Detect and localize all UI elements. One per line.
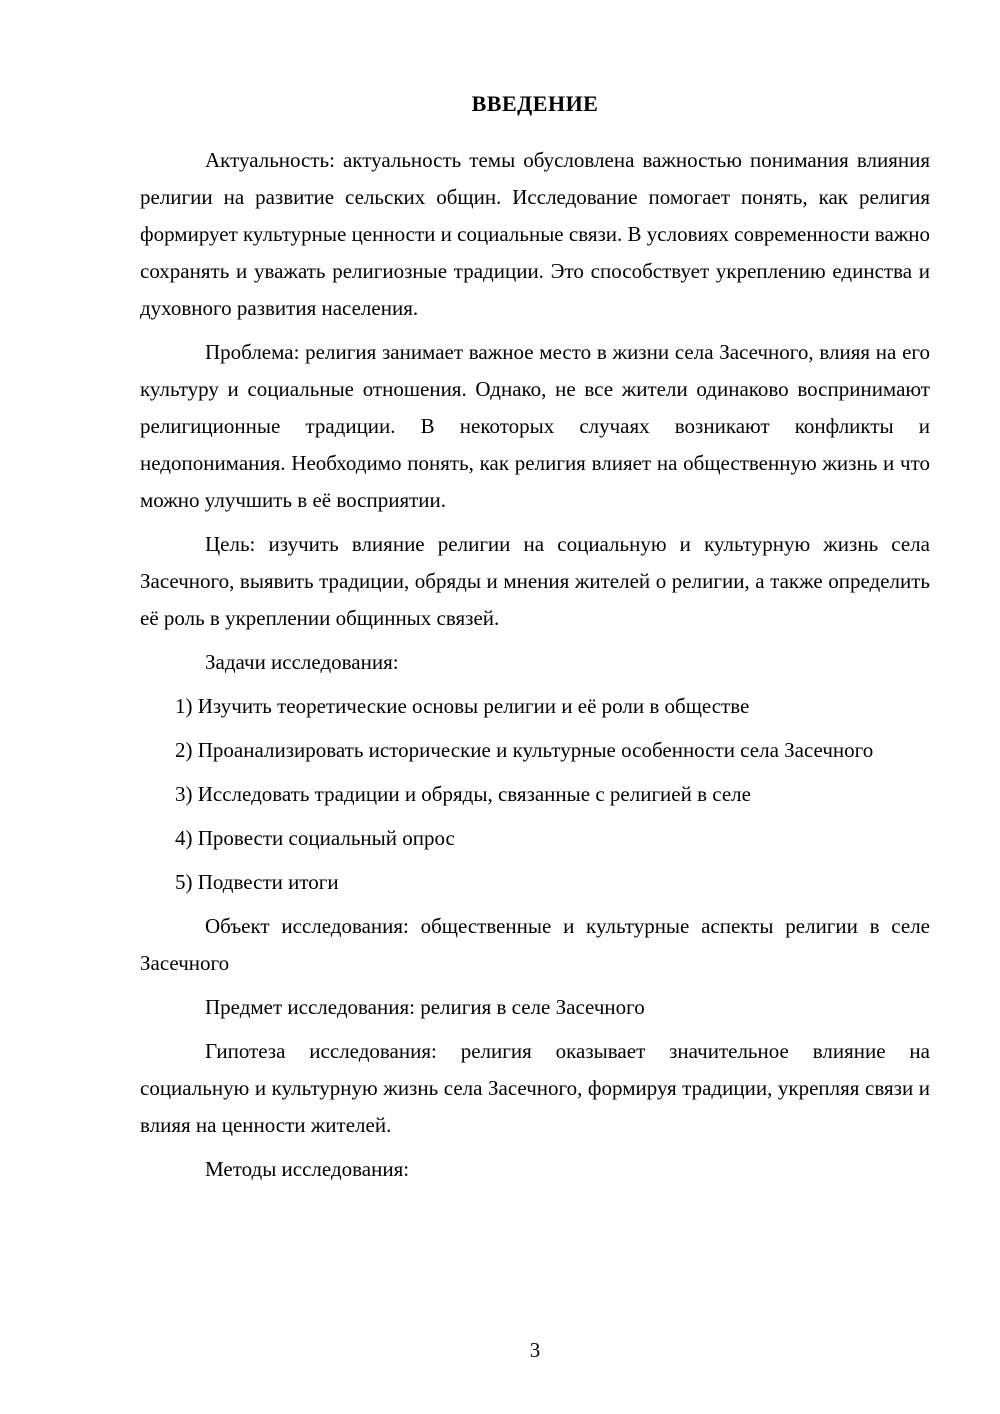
heading-tasks: Задачи исследования:	[205, 650, 399, 674]
heading-methods: Методы исследования:	[205, 1157, 410, 1181]
paragraph-object: Объект исследования: общественные и культурные аспекты религии в селе Засечного	[140, 914, 930, 975]
list-item-4: 4) Провести социальный опрос	[175, 826, 455, 850]
list-item-3: 3) Исследовать традиции и обряды, связанные с религией в селе	[175, 782, 751, 806]
list-item-5: 5) Подвести итоги	[175, 870, 339, 894]
paragraph-hypothesis: Гипотеза исследования: религия оказывает значительное влияние на социальную и культурную жизнь села Засечного, формируя традиции, укрепляя связи и влияя на ценности жителей.	[140, 1039, 930, 1137]
paragraph-problem: Проблема: религия занимает важное место в жизни села Засечного, влияя на его культуру и социальные отношения. Однако, не все жители одинаково воспринимают религиционные традиции. В некоторых случаях возникают конфликты и недопонимания. Необходимо понять, как религия влияет на общественную жизнь и что можно улучшить в её восприятии.	[140, 340, 930, 512]
document-title: ВВЕДЕНИЕ	[471, 91, 599, 116]
page-number: 3	[529, 1338, 541, 1362]
paragraph-subject: Предмет исследования: религия в селе Засечного	[205, 995, 645, 1019]
list-item-1: 1) Изучить теоретические основы религии и её роли в обществе	[175, 694, 750, 718]
paragraph-relevance: Актуальность: актуальность темы обусловлена важностью понимания влияния религии на развитие сельских общин. Исследование помогает понять, как религия формирует культурные ценности и социальные связи. В условиях современности важно сохранять и уважать религиозные традиции. Это способствует укреплению единства и духовного развития населения.	[140, 148, 931, 320]
paragraph-goal: Цель: изучить влияние религии на социальную и культурную жизнь села Засечного, выявить традиции, обряды и мнения жителей о религии, а также определить её роль в укреплении общинных связей.	[140, 532, 930, 630]
list-item-2: 2) Проанализировать исторические и культурные особенности села Засечного	[175, 738, 874, 762]
